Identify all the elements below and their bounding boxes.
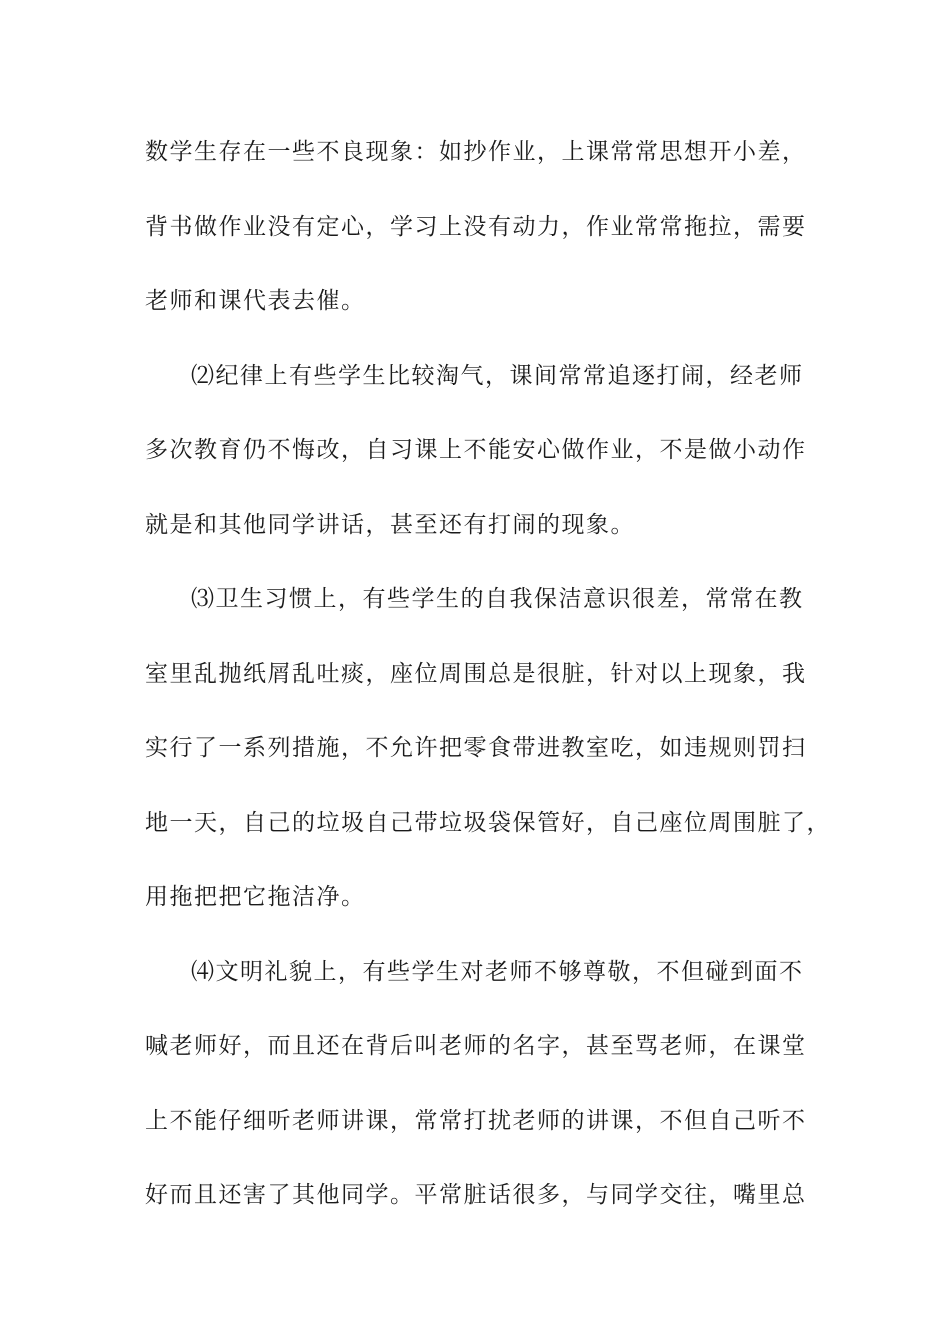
text-line: 就是和其他同学讲话，甚至还有打闹的现象。 xyxy=(145,511,635,538)
text-line: 上不能仔细听老师讲课，常常打扰老师的讲课，不但自己听不 xyxy=(145,1107,807,1134)
text-line: 背书做作业没有定心，学习上没有动力，作业常常拖拉，需要 xyxy=(145,213,807,240)
text-line: 室里乱抛纸屑乱吐痰，座位周围总是很脏，针对以上现象，我 xyxy=(145,660,807,687)
text-line: 好而且还害了其他同学。平常脏话很多，与同学交往，嘴里总 xyxy=(145,1182,807,1208)
text-line: 多次教育仍不悔改，自习课上不能安心做作业，不是做小动作 xyxy=(145,437,807,463)
text-line: 用拖把把它拖洁净。 xyxy=(145,884,366,910)
text-line: 喊老师好，而且还在背后叫老师的名字，甚至骂老师，在课堂 xyxy=(145,1033,807,1059)
document-body xyxy=(145,132,835,1250)
text-line: 老师和课代表去催。 xyxy=(145,288,366,314)
paragraph-2-first-line: ⑵纪律上有些学生比较淘气，课间常常追逐打闹，经老师 xyxy=(191,362,804,389)
text-line: 实行了一系列措施，不允许把零食带进教室吃，如违规则罚扫 xyxy=(145,735,807,761)
text-line: 地一天，自己的垃圾自己带垃圾袋保管好，自己座位周围脏了， xyxy=(145,809,831,836)
text-line: 数学生存在一些不良现象：如抄作业，上课常常思想开小差， xyxy=(145,139,807,165)
paragraph-4-first-line: ⑷文明礼貌上，有些学生对老师不够尊敬，不但碰到面不 xyxy=(191,958,804,985)
paragraph-3-first-line: ⑶卫生习惯上，有些学生的自我保洁意识很差，常常在教 xyxy=(191,586,804,612)
